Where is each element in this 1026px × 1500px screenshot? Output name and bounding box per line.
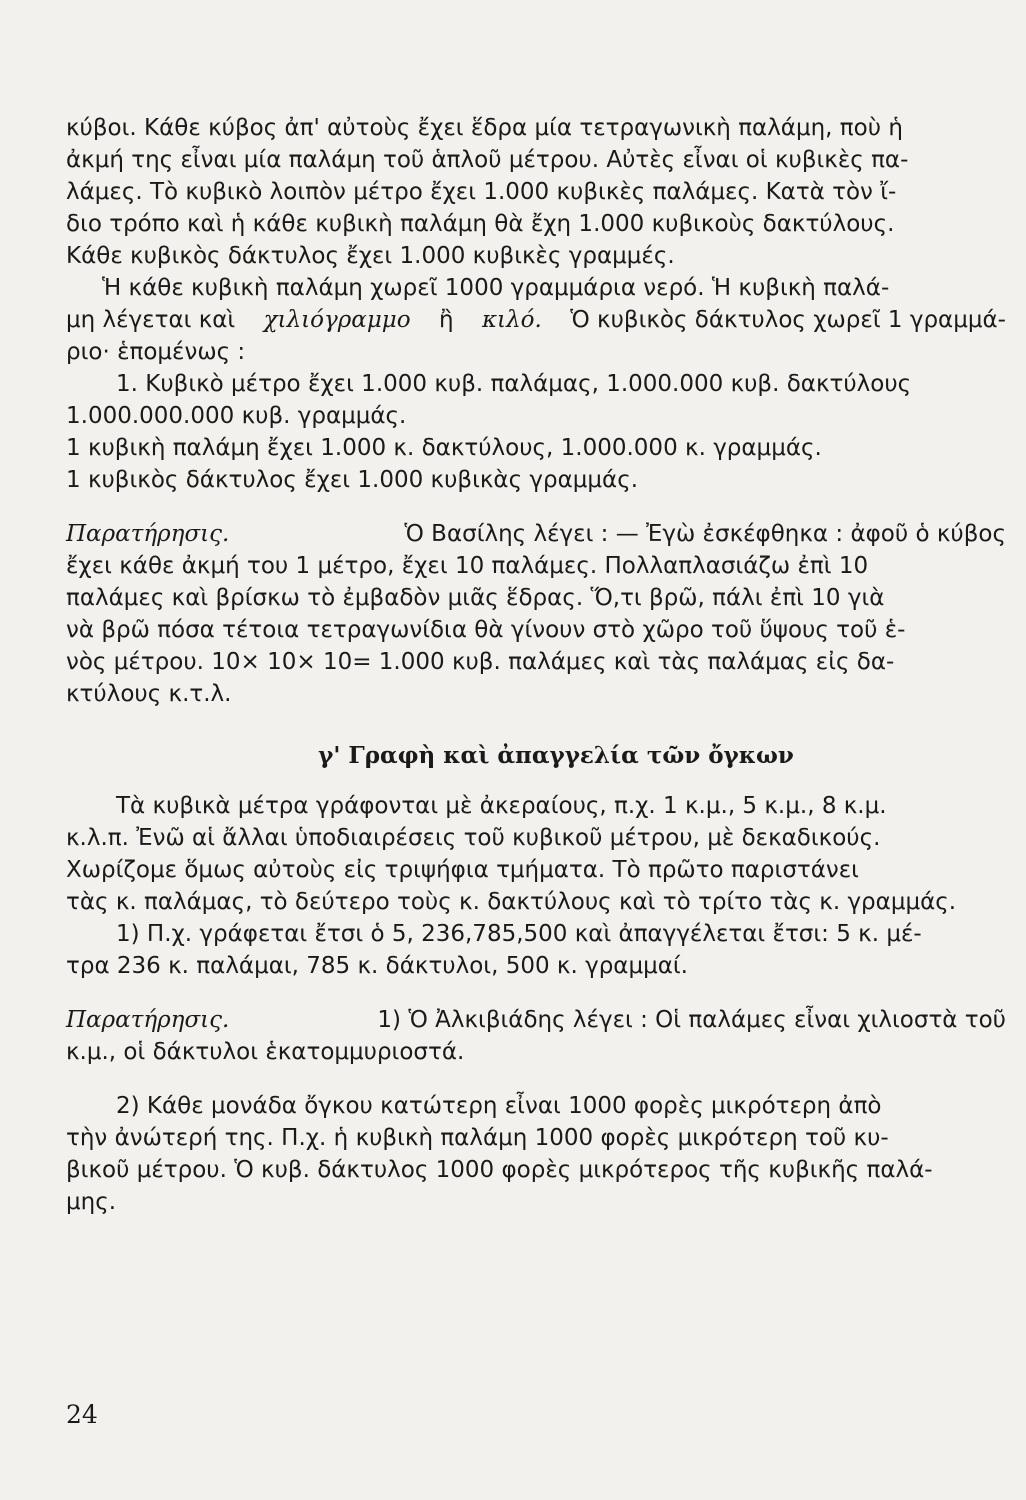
remark-line (66, 518, 1006, 550)
list-item: 1 κυβικὸς δάκτυλος ἔχει 1.000 κυβικὰς γραμμάς. (66, 467, 639, 493)
italic-term: κιλό. (481, 307, 542, 333)
text-line: Ἡ κάθε κυβικὴ παλάμη χωρεῖ 1000 γραμμάρια νερό. Ἡ κυβικὴ παλά- (102, 275, 890, 301)
remark-line (66, 1004, 1006, 1036)
text-line: διο τρόπο καὶ ἡ κάθε κυβικὴ παλάμη θὰ ἔχη 1.000 κυβικοὺς δακτύλους. (66, 211, 895, 237)
text-line: τὰς κ. παλάμας, τὸ δεύτερο τοὺς κ. δακτύλους καὶ τὸ τρίτο τὰς κ. γραμμάς. (66, 889, 957, 915)
text-line: νὸς μέτρου. 10× 10× 10= 1.000 κυβ. παλάμες καὶ τὰς παλάμας εἰς δα- (66, 649, 895, 675)
text-line (66, 304, 1006, 336)
text-line: Χωρίζομε ὅμως αὐτοὺς εἰς τριψήφια τμήματα. Τὸ πρῶτο παριστάνει (66, 857, 859, 883)
list-item: 1 κυβικὴ παλάμη ἔχει 1.000 κ. δακτύλους, 1.000.000 κ. γραμμάς. (66, 435, 822, 461)
remark-label: Παρατήρησις. (66, 1007, 230, 1033)
list-item: 1.000.000.000 κυβ. γραμμάς. (66, 403, 407, 429)
text-line: Τὰ κυβικὰ μέτρα γράφονται μὲ ἀκεραίους, π.χ. 1 κ.μ., 5 κ.μ., 8 κ.μ. (116, 793, 887, 819)
text-line: 2) Κάθε μονάδα ὄγκου κατώτερη εἶναι 1000 φορὲς μικρότερη ἀπὸ (116, 1093, 882, 1119)
text-fragment: 1) Ὁ Ἀλκιβιάδης λέγει : Οἱ παλάμες εἶναι χιλιοστὰ τοῦ (377, 1007, 1006, 1033)
text-line: κ.μ., οἱ δάκτυλοι ἑκατομμυριοστά. (66, 1039, 465, 1065)
page-number: 24 (66, 1400, 98, 1429)
text-line: κύβοι. Κάθε κύβος ἀπ' αὐτοὺς ἔχει ἕδρα μία τετραγωνικὴ παλάμη, ποὺ ἡ (66, 115, 903, 141)
text-fragment: Ὁ κυβικὸς δάκτυλος χωρεῖ 1 γραμμά- (570, 307, 1006, 333)
text-line: 1) Π.χ. γράφεται ἔτσι ὁ 5, 236,785,500 καὶ ἀπαγγέλεται ἔτσι: 5 κ. μέ- (116, 921, 922, 947)
text-line: ριο· ἑπομένως : (66, 339, 246, 365)
section-heading: γ' Γραφὴ καὶ ἀπαγγελία τῶν ὄγκων (318, 742, 794, 769)
text-line: μης. (66, 1189, 117, 1215)
text-line: ἔχει κάθε ἀκμή του 1 μέτρο, ἔχει 10 παλάμες. Πολλαπλασιάζω ἐπὶ 10 (66, 553, 869, 579)
text-line: λάμες. Τὸ κυβικὸ λοιπὸν μέτρο ἔχει 1.000 κυβικὲς παλάμες. Κατὰ τὸν ἴ- (66, 179, 897, 205)
italic-term: χιλιόγραμμο (263, 307, 411, 333)
text-fragment: ἢ (438, 307, 454, 333)
text-line: τρα 236 κ. παλάμαι, 785 κ. δάκτυλοι, 500 κ. γραμμαί. (66, 953, 688, 979)
text-line: τὴν ἀνώτερή της. Π.χ. ἡ κυβικὴ παλάμη 1000 φορὲς μικρότερη τοῦ κυ- (66, 1125, 889, 1151)
text-fragment: μη λέγεται καὶ (66, 307, 236, 333)
list-item: 1. Κυβικὸ μέτρο ἔχει 1.000 κυβ. παλάμας, 1.000.000 κυβ. δακτύλους (116, 371, 912, 397)
text-line: ἀκμή της εἶναι μία παλάμη τοῦ ἁπλοῦ μέτρου. Αὐτὲς εἶναι οἱ κυβικὲς πα- (66, 147, 909, 173)
text-line: βικοῦ μέτρου. Ὁ κυβ. δάκτυλος 1000 φορὲς μικρότερος τῆς κυβικῆς παλά- (66, 1157, 933, 1183)
text-line: κ.λ.π. Ἐνῶ αἱ ἄλλαι ὑποδιαιρέσεις τοῦ κυβικοῦ μέτρου, μὲ δεκαδικούς. (66, 825, 881, 851)
text-line: Κάθε κυβικὸς δάκτυλος ἔχει 1.000 κυβικὲς γραμμές. (66, 243, 675, 269)
text-line: κτύλους κ.τ.λ. (66, 681, 232, 707)
text-line: παλάμες καὶ βρίσκω τὸ ἐμβαδὸν μιᾶς ἕδρας. Ὅ,τι βρῶ, πάλι ἐπὶ 10 γιὰ (66, 585, 885, 611)
text-line: νὰ βρῶ πόσα τέτοια τετραγωνίδια θὰ γίνουν στὸ χῶρο τοῦ ὕψους τοῦ ἑ- (66, 617, 906, 643)
page-text (66, 112, 1006, 1218)
text-fragment: Ὁ Βασίλης λέγει : — Ἐγὼ ἐσκέφθηκα : ἀφοῦ ὁ κύβος (404, 521, 1006, 547)
remark-label: Παρατήρησις. (66, 521, 230, 547)
